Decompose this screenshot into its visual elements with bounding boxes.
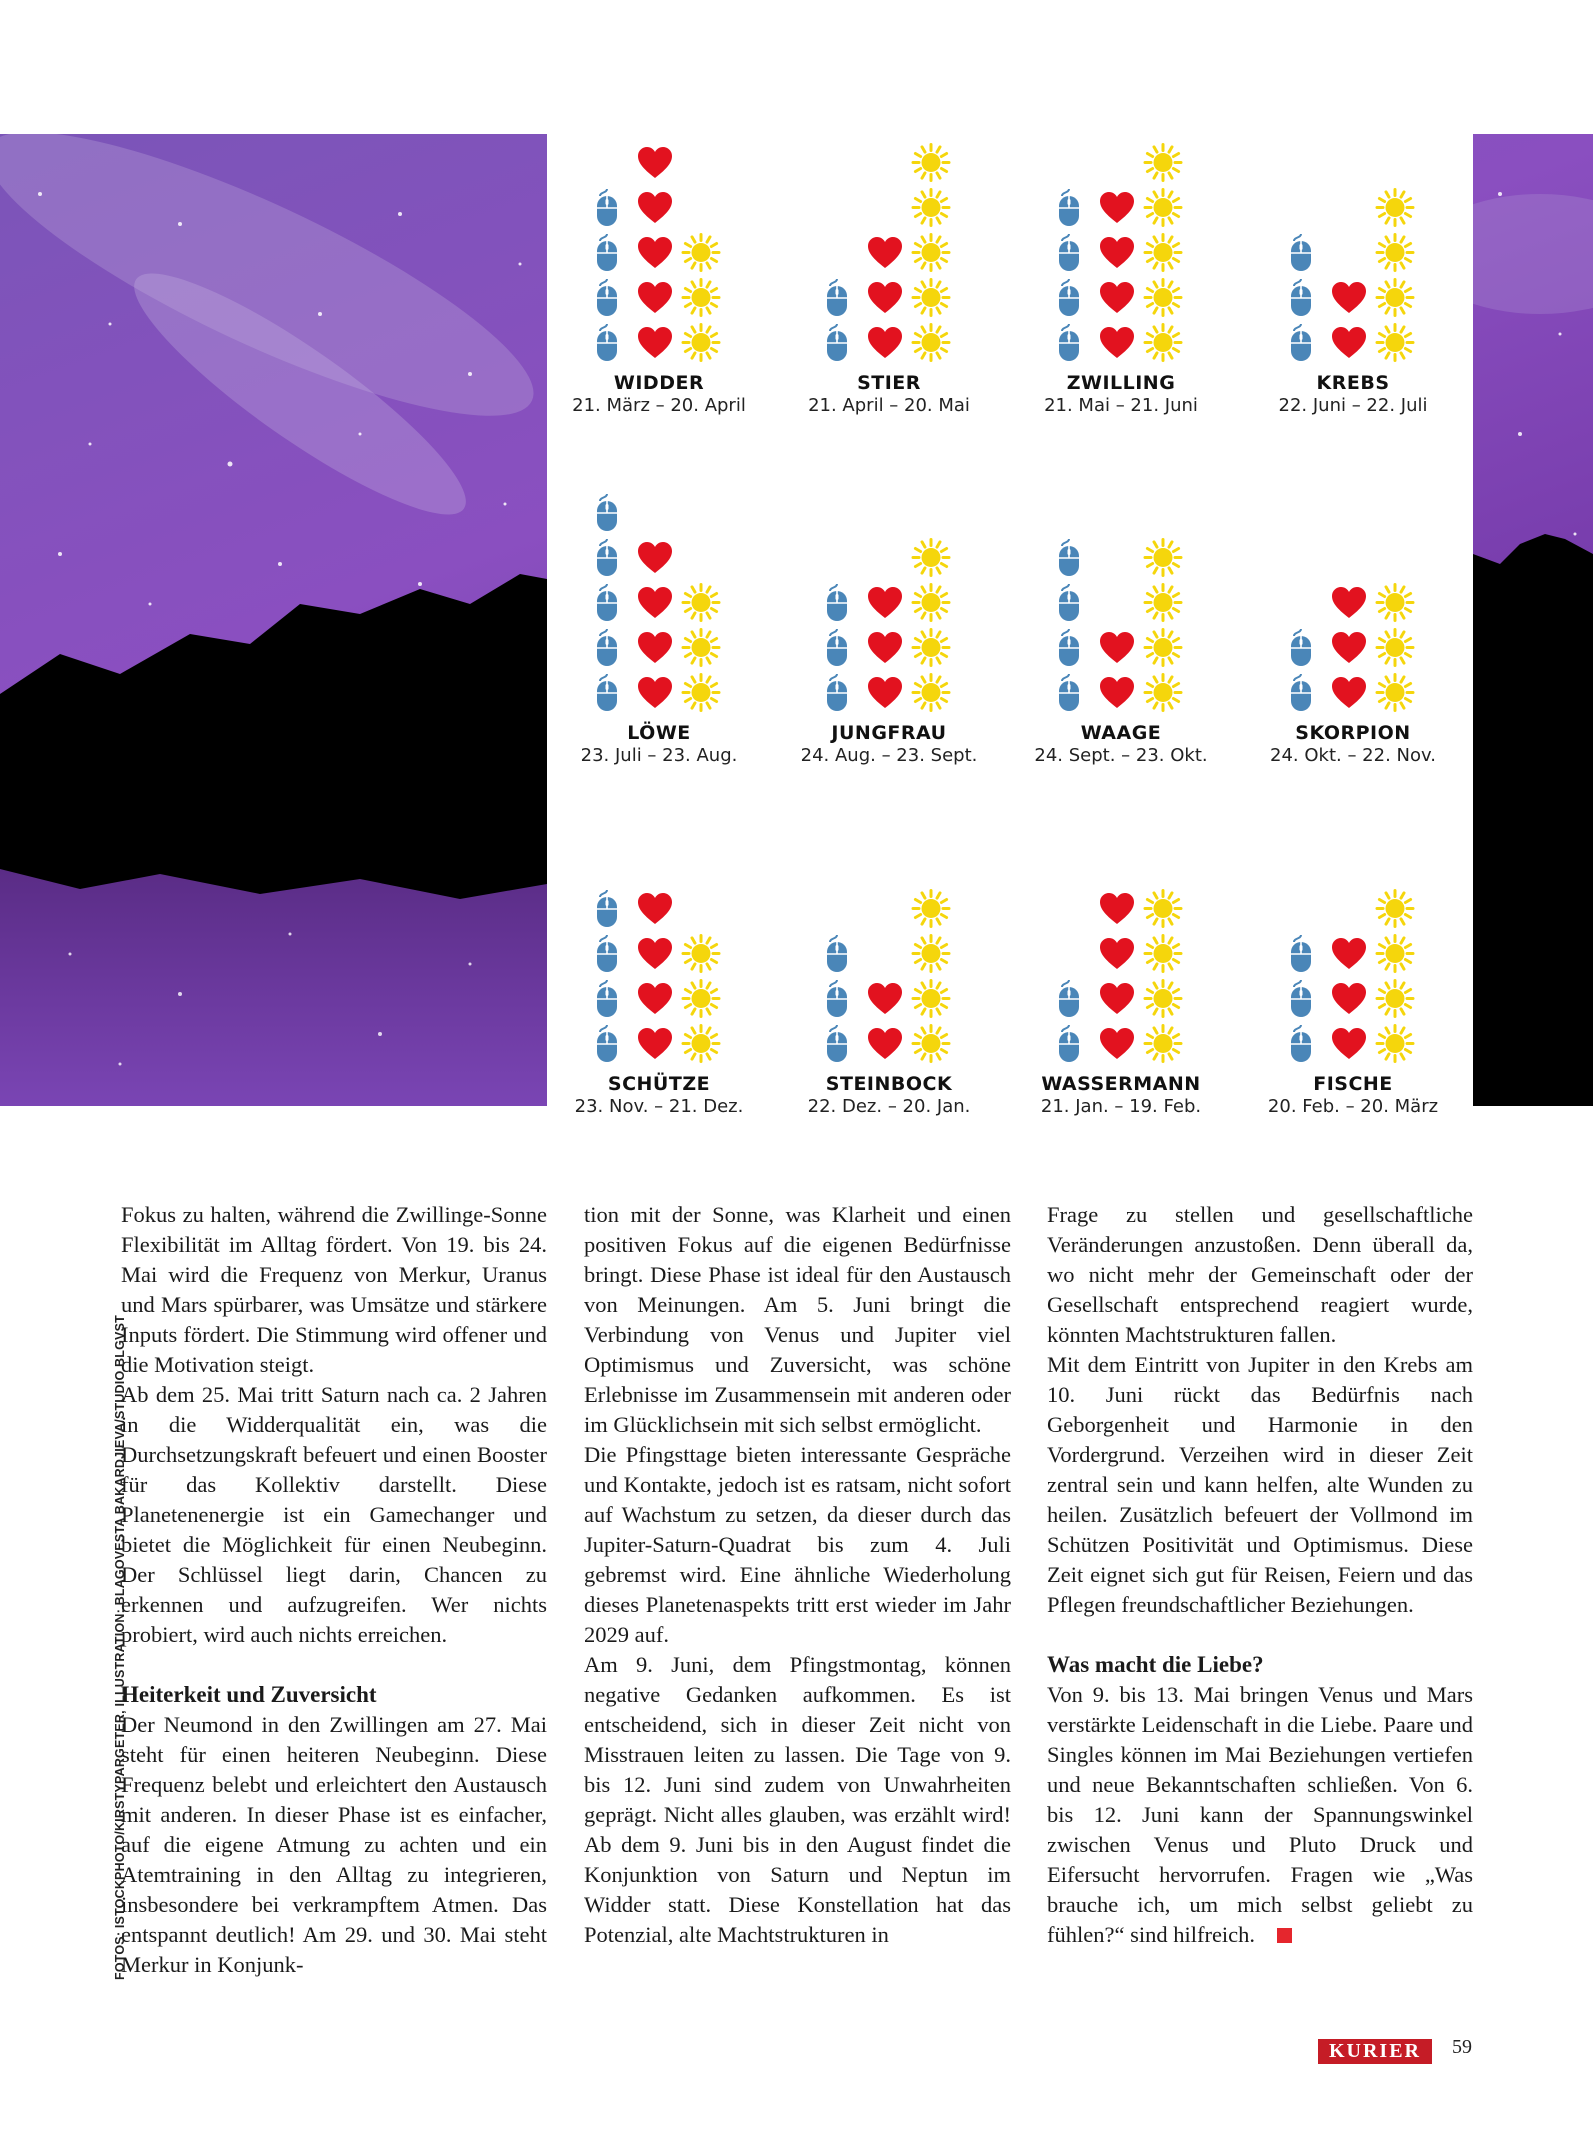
hearts-column: [1328, 933, 1370, 1064]
sign-dates: 21. April – 20. Mai: [808, 395, 970, 416]
sun-icon: [680, 277, 722, 318]
hearts-column: [634, 537, 676, 713]
heart-icon: [634, 232, 676, 273]
mouse-icon: [586, 187, 628, 228]
sign-name: LÖWE: [627, 722, 691, 744]
mouse-icon: [1280, 933, 1322, 974]
sun-icon: [910, 888, 952, 929]
heart-icon: [864, 627, 906, 668]
mouse-icon: [1280, 1023, 1322, 1064]
mouse-icon: [1280, 672, 1322, 713]
sun-icon: [910, 322, 952, 363]
heart-icon: [634, 1023, 676, 1064]
heart-icon: [634, 322, 676, 363]
heart-icon: [1096, 1023, 1138, 1064]
heart-icon: [1328, 978, 1370, 1019]
mouse-icon: [1048, 277, 1090, 318]
hearts-column: [1096, 187, 1138, 363]
heart-icon: [634, 933, 676, 974]
sun-icon: [1142, 537, 1184, 578]
sun-icon: [1374, 187, 1416, 228]
suns-column: [1374, 888, 1416, 1064]
heart-icon: [864, 978, 906, 1019]
heart-icon: [634, 672, 676, 713]
paragraph: Frage zu stellen und gesellschaftliche Veränderungen anzustoßen. Denn überall da, wo nicht mehr der Gemeinschaft oder der Gesellschaft entsprechend reagiert wurde, könnten Machtstrukturen fallen.: [1047, 1202, 1473, 1347]
mice-column: [1048, 537, 1090, 713]
suns-column: [680, 232, 722, 363]
suns-column: [680, 933, 722, 1064]
sun-icon: [1142, 322, 1184, 363]
sign-name: WIDDER: [613, 372, 705, 394]
sun-icon: [1374, 322, 1416, 363]
heart-icon: [1328, 277, 1370, 318]
heart-icon: [1328, 322, 1370, 363]
mouse-icon: [816, 627, 858, 668]
sign-loewe: [544, 498, 774, 766]
mouse-icon: [586, 232, 628, 273]
paragraph: Der Neumond in den Zwillingen am 27. Mai steht für einen heiteren Neubeginn. Diese Frequenz belebt und erleichtert den Austausch mit anderen. In dieser Phase ist es einfacher, auf die eigene Atmung zu achten und ein Atemtraining in den Alltag zu integrieren, insbesondere bei verkrampftem Atmen. Das entspannt deutlich! Am 29. und 30. Mai steht Merkur in Konjunk-: [121, 1712, 547, 1977]
mouse-icon: [1048, 672, 1090, 713]
article-column-1: [121, 1200, 547, 1980]
heart-icon: [1096, 888, 1138, 929]
sign-dates: 24. Aug. – 23. Sept.: [800, 745, 978, 766]
mouse-icon: [816, 933, 858, 974]
heart-icon: [634, 978, 676, 1019]
sign-dates: 21. Jan. – 19. Feb.: [1040, 1096, 1202, 1117]
mouse-icon: [1280, 232, 1322, 273]
heart-icon: [864, 1023, 906, 1064]
sign-skorpion: [1238, 498, 1468, 766]
mice-column: [816, 933, 858, 1064]
sign-dates: 22. Dez. – 20. Jan.: [807, 1096, 971, 1117]
heart-icon: [864, 582, 906, 623]
rating-icons: [544, 498, 774, 713]
heart-icon: [1328, 1023, 1370, 1064]
mice-column: [1048, 187, 1090, 363]
suns-column: [1374, 582, 1416, 713]
mice-column: [1280, 232, 1322, 363]
sign-name: SCHÜTZE: [607, 1073, 711, 1095]
sun-icon: [910, 582, 952, 623]
sun-icon: [1374, 232, 1416, 273]
sign-dates: 20. Feb. – 20. März: [1267, 1096, 1439, 1117]
heart-icon: [1096, 933, 1138, 974]
sign-dates: 22. Juni – 22. Juli: [1278, 395, 1428, 416]
suns-column: [1142, 537, 1184, 713]
sun-icon: [680, 322, 722, 363]
end-mark-icon: [1277, 1928, 1292, 1943]
sun-icon: [1142, 187, 1184, 228]
mice-column: [586, 888, 628, 1064]
sun-icon: [1374, 888, 1416, 929]
mouse-icon: [586, 888, 628, 929]
hearts-column: [1328, 277, 1370, 363]
hearts-column: [1328, 582, 1370, 713]
rating-icons: [774, 849, 1004, 1064]
sun-icon: [1142, 582, 1184, 623]
mouse-icon: [1048, 1023, 1090, 1064]
sign-name: STEINBOCK: [825, 1073, 953, 1095]
rating-icons: [1006, 148, 1236, 363]
hearts-column: [634, 142, 676, 363]
sun-icon: [1374, 933, 1416, 974]
sign-dates: 24. Sept. – 23. Okt.: [1034, 745, 1208, 766]
sign-dates: 23. Nov. – 21. Dez.: [574, 1096, 744, 1117]
mice-column: [1048, 978, 1090, 1064]
rating-icons: [1238, 849, 1468, 1064]
mouse-icon: [586, 1023, 628, 1064]
mice-column: [1280, 627, 1322, 713]
heart-icon: [634, 142, 676, 183]
rating-icons: [1006, 849, 1236, 1064]
rating-icons: [1238, 498, 1468, 713]
sign-wassermann: [1006, 849, 1236, 1117]
sun-icon: [680, 1023, 722, 1064]
heart-icon: [634, 537, 676, 578]
sun-icon: [680, 672, 722, 713]
paragraph: Ab dem 25. Mai tritt Saturn nach ca. 2 Jahren in die Widderqualität ein, was die Durchsetzungskraft befeuert und einen Booster für das Kollektiv darstellt. Diese Planetenenergie ist ein Gamechanger und bietet die Möglichkeit für einen Neubeginn. Der Schlüssel liegt darin, Chancen zu erkennen und aufzugreifen. Wer nichts probiert, wird auch nichts erreichen.: [121, 1382, 547, 1647]
sun-icon: [1142, 232, 1184, 273]
heart-icon: [864, 232, 906, 273]
sun-icon: [910, 187, 952, 228]
mouse-icon: [586, 933, 628, 974]
sign-dates: 24. Okt. – 22. Nov.: [1270, 745, 1436, 766]
heart-icon: [1096, 232, 1138, 273]
article-column-3: [1047, 1200, 1473, 1950]
sign-name: JUNGFRAU: [831, 722, 947, 744]
paragraph-last: [1047, 1680, 1473, 1950]
mouse-icon: [1048, 322, 1090, 363]
mouse-icon: [816, 582, 858, 623]
sign-name: STIER: [857, 372, 921, 394]
mouse-icon: [1048, 232, 1090, 273]
suns-column: [910, 142, 952, 363]
heart-icon: [864, 277, 906, 318]
sign-name: ZWILLING: [1066, 372, 1176, 394]
heart-icon: [1328, 672, 1370, 713]
paragraph: tion mit der Sonne, was Klarheit und einen positiven Fokus auf die eigenen Bedürfnisse bringt. Diese Phase ist ideal für den Austausch von Meinungen. Am 5. Juni bringt die Verbindung von Venus und Jupiter viel Optimismus und Zuversicht, was schöne Erlebnisse im Zusammensein mit anderen oder im Glücklichsein mit sich selbst ermöglicht.: [584, 1202, 1011, 1437]
page-number: 59: [1452, 2036, 1472, 2058]
sun-icon: [680, 978, 722, 1019]
heart-icon: [634, 187, 676, 228]
sign-name: WASSERMANN: [1041, 1073, 1201, 1095]
heart-icon: [1328, 933, 1370, 974]
sun-icon: [910, 627, 952, 668]
sun-icon: [1142, 978, 1184, 1019]
sign-fische: [1238, 849, 1468, 1117]
hearts-column: [1096, 627, 1138, 713]
heart-icon: [1096, 322, 1138, 363]
heart-icon: [864, 322, 906, 363]
suns-column: [910, 888, 952, 1064]
heart-icon: [1328, 582, 1370, 623]
sign-name: KREBS: [1316, 372, 1390, 394]
sun-icon: [1142, 627, 1184, 668]
sun-icon: [1142, 142, 1184, 183]
hearts-column: [864, 232, 906, 363]
sun-icon: [680, 582, 722, 623]
sun-icon: [1142, 277, 1184, 318]
sun-icon: [910, 232, 952, 273]
sign-dates: 21. März – 20. April: [572, 395, 746, 416]
mouse-icon: [816, 322, 858, 363]
mouse-icon: [586, 277, 628, 318]
mouse-icon: [816, 1023, 858, 1064]
mouse-icon: [1048, 187, 1090, 228]
sun-icon: [1142, 933, 1184, 974]
rating-icons: [774, 148, 1004, 363]
sun-icon: [1142, 888, 1184, 929]
sign-dates: 23. Juli – 23. Aug.: [580, 745, 738, 766]
mouse-icon: [586, 492, 628, 533]
heart-icon: [1096, 627, 1138, 668]
sun-icon: [910, 277, 952, 318]
sign-waage: [1006, 498, 1236, 766]
mouse-icon: [586, 582, 628, 623]
sign-schuetze: [544, 849, 774, 1117]
heart-icon: [864, 672, 906, 713]
suns-column: [680, 582, 722, 713]
sun-icon: [1374, 978, 1416, 1019]
mouse-icon: [586, 672, 628, 713]
sign-widder: [544, 148, 774, 416]
sign-krebs: [1238, 148, 1468, 416]
paragraph: Die Pfingsttage bieten interessante Gespräche und Kontakte, jedoch ist es ratsam, nicht sofort auf Wachstum zu setzen, da dieser durch das Jupiter-Saturn-Quadrat bis zum 4. Juli gebremst wird. Eine ähnliche Wiederholung dieses Planetenaspekts tritt erst wieder im Jahr 2029 auf.: [584, 1442, 1011, 1647]
heart-icon: [634, 582, 676, 623]
section-heading: Heiterkeit und Zuversicht: [121, 1682, 377, 1707]
mouse-icon: [816, 978, 858, 1019]
paragraph-text: Von 9. bis 13. Mai bringen Venus und Mars verstärkte Leidenschaft in die Liebe. Paare und Singles können im Mai Beziehungen vertiefen und neue Bekanntschaften schließen. Von 6. bis 12. Juni kann der Spannungswinkel zwischen Venus und Pluto Druck und Eifersucht hervorrufen. Fragen wie „Was brauche ich, um mich selbst geliebt zu fühlen?“ sind hilfreich.: [1047, 1682, 1473, 1947]
mouse-icon: [1048, 978, 1090, 1019]
sun-icon: [910, 142, 952, 183]
sun-icon: [1374, 277, 1416, 318]
heart-icon: [1096, 672, 1138, 713]
mice-column: [586, 187, 628, 363]
hearts-column: [1096, 888, 1138, 1064]
hearts-column: [864, 582, 906, 713]
mice-column: [1280, 933, 1322, 1064]
sun-icon: [910, 672, 952, 713]
mouse-icon: [586, 537, 628, 578]
section-heading: Was macht die Liebe?: [1047, 1652, 1264, 1677]
sign-stier: [774, 148, 1004, 416]
mouse-icon: [1048, 582, 1090, 623]
mice-column: [586, 492, 628, 713]
mouse-icon: [1280, 978, 1322, 1019]
heart-icon: [1096, 978, 1138, 1019]
heart-icon: [634, 888, 676, 929]
mouse-icon: [1280, 627, 1322, 668]
sun-icon: [1374, 1023, 1416, 1064]
sun-icon: [680, 933, 722, 974]
sun-icon: [1374, 672, 1416, 713]
sun-icon: [910, 1023, 952, 1064]
paragraph: Fokus zu halten, während die Zwillinge-Sonne Flexibilität im Alltag fördert. Von 19. bis 24. Mai wird die Frequenz von Merkur, Uranus und Mars spürbarer, was Umsätze und stärkere Inputs fördert. Die Stimmung wird offener und die Motivation steigt.: [121, 1202, 547, 1377]
mouse-icon: [586, 978, 628, 1019]
mouse-icon: [1280, 322, 1322, 363]
sun-icon: [680, 627, 722, 668]
suns-column: [910, 537, 952, 713]
heart-icon: [1096, 277, 1138, 318]
rating-icons: [774, 498, 1004, 713]
heart-icon: [634, 627, 676, 668]
suns-column: [1374, 187, 1416, 363]
rating-icons: [1006, 498, 1236, 713]
sign-dates: 21. Mai – 21. Juni: [1044, 395, 1198, 416]
sun-icon: [1374, 627, 1416, 668]
rating-icons: [1238, 148, 1468, 363]
article-column-2: [584, 1200, 1011, 1950]
mouse-icon: [816, 277, 858, 318]
suns-column: [1142, 142, 1184, 363]
sign-zwilling: [1006, 148, 1236, 416]
mice-column: [816, 277, 858, 363]
mouse-icon: [586, 322, 628, 363]
sun-icon: [1142, 672, 1184, 713]
sign-name: WAAGE: [1080, 722, 1162, 744]
hearts-column: [864, 978, 906, 1064]
mouse-icon: [1280, 277, 1322, 318]
paragraph: Am 9. Juni, dem Pfingstmontag, können negative Gedanken aufkommen. Es ist entscheidend, sich in dieser Zeit nicht von Misstrauen leiten zu lassen. Die Tage von 9. bis 12. Juni sind zudem von Unwahrheiten geprägt. Nicht alles glauben, was erzählt wird! Ab dem 9. Juni bis in den August findet die Konjunktion von Saturn und Neptun im Widder statt. Diese Konstellation hat das Potenzial, alte Machtstrukturen in: [584, 1652, 1011, 1947]
heart-icon: [1328, 627, 1370, 668]
suns-column: [1142, 888, 1184, 1064]
sun-icon: [1142, 1023, 1184, 1064]
kurier-logo: KURIER: [1318, 2039, 1432, 2064]
photo-credit: FOTOS: ISTOCKPHOTO/KIRSTYPARGETER, ILLUSTRATION: BLAGOVESTA BAKARDJIEVA/STUDIO BLGVST: [113, 1315, 127, 1980]
rating-icons: [544, 849, 774, 1064]
mouse-icon: [816, 672, 858, 713]
mouse-icon: [586, 627, 628, 668]
mice-column: [816, 582, 858, 713]
rating-icons: [544, 148, 774, 363]
sign-jungfrau: [774, 498, 1004, 766]
sun-icon: [680, 232, 722, 273]
sun-icon: [1374, 582, 1416, 623]
sign-steinbock: [774, 849, 1004, 1117]
sign-name: FISCHE: [1313, 1073, 1393, 1095]
heart-icon: [1096, 187, 1138, 228]
sun-icon: [910, 978, 952, 1019]
sun-icon: [910, 537, 952, 578]
heart-icon: [634, 277, 676, 318]
mouse-icon: [1048, 627, 1090, 668]
sign-name: SKORPION: [1295, 722, 1411, 744]
sun-icon: [910, 933, 952, 974]
paragraph: Mit dem Eintritt von Jupiter in den Krebs am 10. Juni rückt das Bedürfnis nach Geborgenheit und Harmonie in den Vordergrund. Verzeihen wird in dieser Zeit zentral sein und kann helfen, alte Wunden zu heilen. Zusätzlich befeuert der Vollmond im Schützen Positivität und Optimismus. Diese Zeit eignet sich gut für Reisen, Feiern und das Pflegen freundschaftlicher Beziehungen.: [1047, 1352, 1473, 1617]
mouse-icon: [1048, 537, 1090, 578]
hearts-column: [634, 888, 676, 1064]
